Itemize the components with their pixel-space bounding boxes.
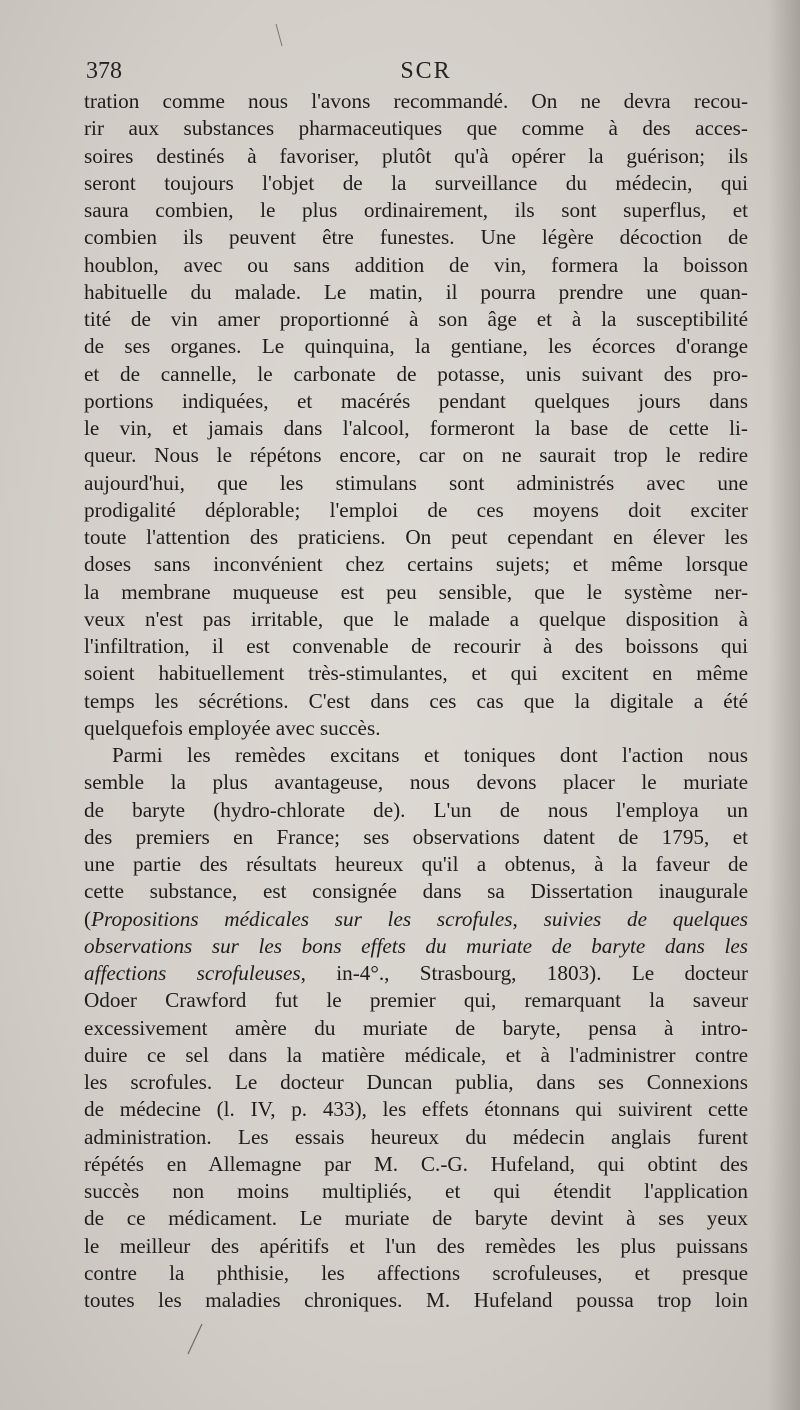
text-line: soires destinés à favoriser, plutôt qu'à opérer la guérison; ils bbox=[84, 143, 748, 168]
text-line: combien ils peuvent être funestes. Une légère décoction de bbox=[84, 225, 748, 250]
text-line: l'infiltration, il est convenable de recourir à des boissons qui bbox=[84, 634, 748, 658]
text-line: le vin, et jamais dans l'alcool, formeront la base de cette li- bbox=[84, 416, 748, 440]
text-line: toute l'attention des praticiens. On peut cependant en élever les bbox=[84, 525, 748, 549]
page-header bbox=[86, 58, 746, 92]
text-fragment: ( bbox=[84, 906, 92, 931]
text-line: répétés en Allemagne par M. C.-G. Hufeland, qui obtint des bbox=[84, 1151, 748, 1176]
text-line-citation bbox=[84, 906, 748, 933]
text-line: rir aux substances pharmaceutiques que comme à des acces- bbox=[84, 116, 748, 141]
text-line-paragraph-start: Parmi les remèdes excitans et toniques dont l'action nous bbox=[112, 743, 748, 767]
stray-mark-bottom bbox=[180, 1320, 210, 1360]
citation-title: affections scrofuleuses bbox=[84, 961, 301, 985]
text-line: administration. Les essais heureux du médecin anglais furent bbox=[84, 1124, 748, 1149]
stray-mark-top bbox=[268, 20, 298, 50]
text-line: houblon, avec ou sans addition de vin, formera la boisson bbox=[84, 252, 748, 277]
citation-title: observations sur les bons effets du muriate de baryte dans les bbox=[84, 933, 748, 958]
page-number: 378 bbox=[86, 58, 122, 84]
text-line: prodigalité déplorable; l'emploi de ces moyens doit exciter bbox=[84, 497, 748, 522]
text-line: temps les sécrétions. C'est dans ces cas que la digitale a été bbox=[84, 688, 748, 713]
running-head: SCR bbox=[400, 58, 452, 84]
text-line: de baryte (hydro-chlorate de). L'un de nous l'employa un bbox=[84, 797, 748, 822]
text-fragment: , bbox=[512, 906, 544, 931]
text-line: contre la phthisie, les affections scrofuleuses, et presque bbox=[84, 1260, 748, 1285]
text-line: des premiers en France; ses observations datent de 1795, et bbox=[84, 824, 748, 849]
citation-title: Propositions médicales sur les scrofules bbox=[91, 906, 513, 931]
body-text bbox=[84, 88, 748, 1314]
text-line: queur. Nous le répétons encore, car on ne saurait trop le redire bbox=[84, 443, 748, 468]
text-line: saura combien, le plus ordinairement, ils sont superflus, et bbox=[84, 198, 748, 222]
text-line: portions indiquées, et macérés pendant quelques jours dans bbox=[84, 388, 748, 413]
text-line: soient habituellement très-stimulantes, et qui excitent en même bbox=[84, 661, 748, 686]
text-line: une partie des résultats heureux qu'il a obtenus, à la faveur de bbox=[84, 852, 748, 876]
text-line: semble la plus avantageuse, nous devons placer le muriate bbox=[84, 770, 748, 795]
text-line: le meilleur des apéritifs et l'un des remèdes les plus puissans bbox=[84, 1233, 748, 1258]
text-line: les scrofules. Le docteur Duncan publia, dans ses Connexions bbox=[84, 1070, 748, 1094]
text-line: excessivement amère du muriate de baryte, pensa à intro- bbox=[84, 1015, 748, 1040]
text-line-paragraph-end: quelquefois employée avec succès. bbox=[84, 715, 381, 740]
text-fragment: , in-4°., Strasbourg, 1803). Le docteur bbox=[300, 961, 748, 985]
text-line-citation bbox=[84, 933, 748, 960]
text-line: veux n'est pas irritable, que le malade a quelque disposition à bbox=[84, 606, 748, 631]
text-line: aujourd'hui, que les stimulans sont administrés avec une bbox=[84, 470, 748, 495]
text-line: de ce médicament. Le muriate de baryte devint à ses yeux bbox=[84, 1206, 748, 1231]
text-line: toutes les maladies chroniques. M. Hufeland poussa trop loin bbox=[84, 1288, 748, 1312]
text-line: habituelle du malade. Le matin, il pourra prendre une quan- bbox=[84, 279, 748, 304]
text-line: de ses organes. Le quinquina, la gentiane, les écorces d'orange bbox=[84, 334, 748, 359]
text-line: cette substance, est consignée dans sa Dissertation inaugurale bbox=[84, 879, 748, 904]
text-line: de médecine (l. IV, p. 433), les effets étonnans qui suivirent cette bbox=[84, 1097, 748, 1122]
text-line: succès non moins multipliés, et qui étendit l'application bbox=[84, 1179, 748, 1203]
text-line-citation bbox=[84, 960, 748, 987]
citation-title: suivies de quelques bbox=[543, 906, 748, 931]
text-line: tité de vin amer proportionné à son âge et à la susceptibilité bbox=[84, 307, 748, 331]
text-line: la membrane muqueuse est peu sensible, que le système ner- bbox=[84, 579, 748, 604]
text-line: seront toujours l'objet de la surveillance du médecin, qui bbox=[84, 170, 748, 195]
text-line: et de cannelle, le carbonate de potasse, unis suivant des pro- bbox=[84, 361, 748, 386]
text-line: Odoer Crawford fut le premier qui, remarquant la saveur bbox=[84, 988, 748, 1013]
text-line: duire ce sel dans la matière médicale, et à l'administrer contre bbox=[84, 1042, 748, 1067]
text-line: doses sans inconvénient chez certains sujets; et même lorsque bbox=[84, 552, 748, 577]
text-line: tration comme nous l'avons recommandé. On ne devra recou- bbox=[84, 89, 748, 113]
page-edge-shadow bbox=[768, 0, 800, 1410]
